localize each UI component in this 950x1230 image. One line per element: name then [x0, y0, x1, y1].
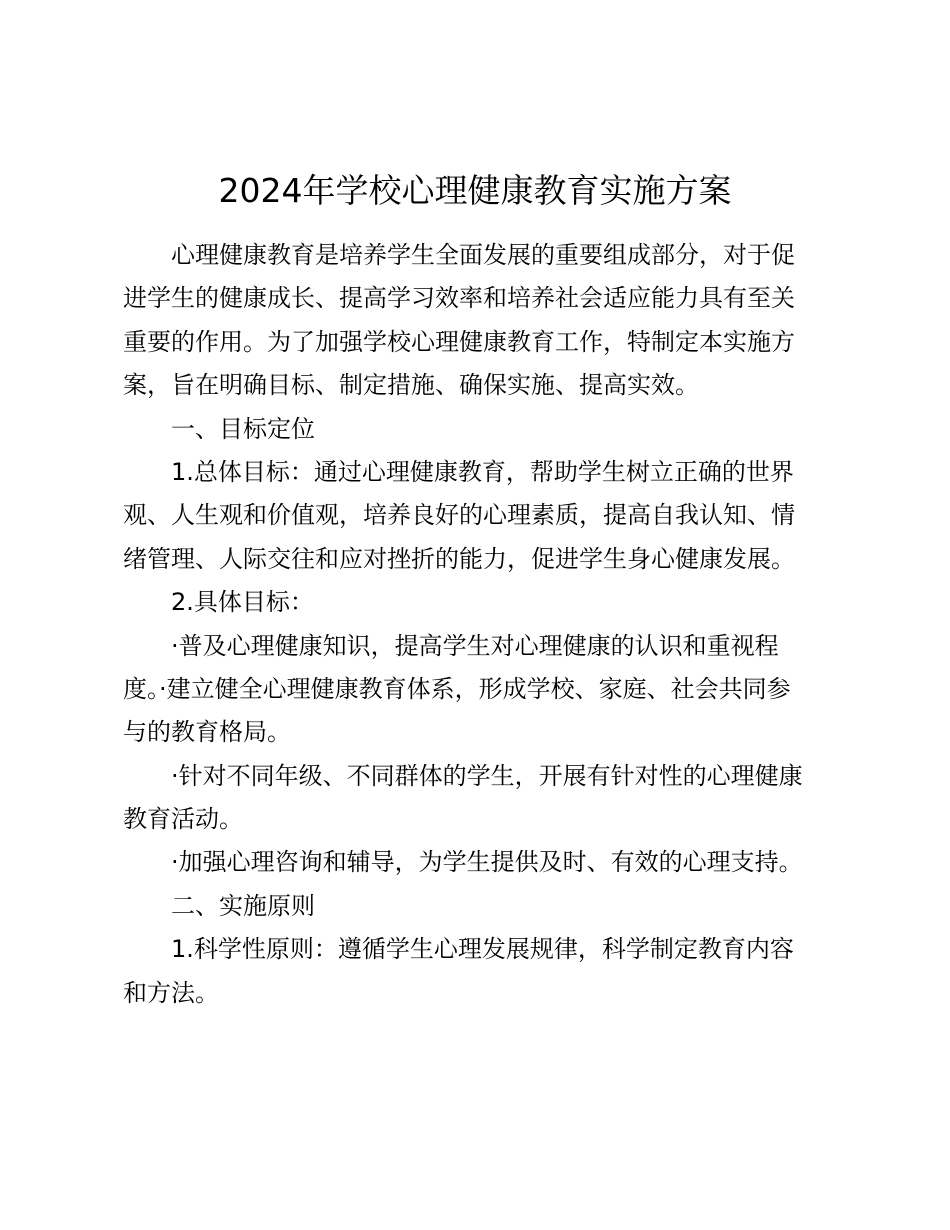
paragraph-line: 进学生的健康成长、提高学习效率和培养社会适应能力具有至关	[123, 284, 795, 313]
paragraph-line: 1.总体目标：通过心理健康教育，帮助学生树立正确的世界	[171, 457, 794, 486]
document-title: 2024年学校心理健康教育实施方案	[218, 171, 732, 210]
paragraph-line: 与的教育格局。	[123, 718, 291, 747]
paragraph-line: 1.科学性原则：遵循学生心理发展规律，科学制定教育内容	[171, 935, 794, 964]
paragraph-line: 重要的作用。为了加强学校心理健康教育工作，特制定本实施方	[123, 327, 795, 356]
paragraph-line: ·针对不同年级、不同群体的学生，开展有针对性的心理健康	[171, 761, 803, 790]
paragraph-line: 一、目标定位	[171, 414, 315, 443]
paragraph-line: 教育活动。	[123, 805, 243, 834]
paragraph-line: 度。·建立健全心理健康教育体系，形成学校、家庭、社会共同参	[123, 674, 791, 703]
paragraph-line: ·普及心理健康知识，提高学生对心理健康的认识和重视程	[171, 631, 779, 660]
paragraph-line: 案，旨在明确目标、制定措施、确保实施、提高实效。	[123, 371, 699, 400]
paragraph-line: 绪管理、人际交往和应对挫折的能力，促进学生身心健康发展。	[123, 544, 795, 573]
paragraph-line: 和方法。	[123, 978, 219, 1007]
paragraph-line: 心理健康教育是培养学生全面发展的重要组成部分，对于促	[171, 241, 795, 269]
document-body	[123, 234, 835, 1015]
paragraph-line: ·加强心理咨询和辅导，为学生提供及时、有效的心理支持。	[171, 848, 803, 877]
paragraph-line: 2.具体目标：	[171, 588, 314, 617]
paragraph-line: 二、实施原则	[171, 891, 315, 920]
paragraph-line: 观、人生观和价值观，培养良好的心理素质，提高自我认知、情	[123, 501, 795, 530]
